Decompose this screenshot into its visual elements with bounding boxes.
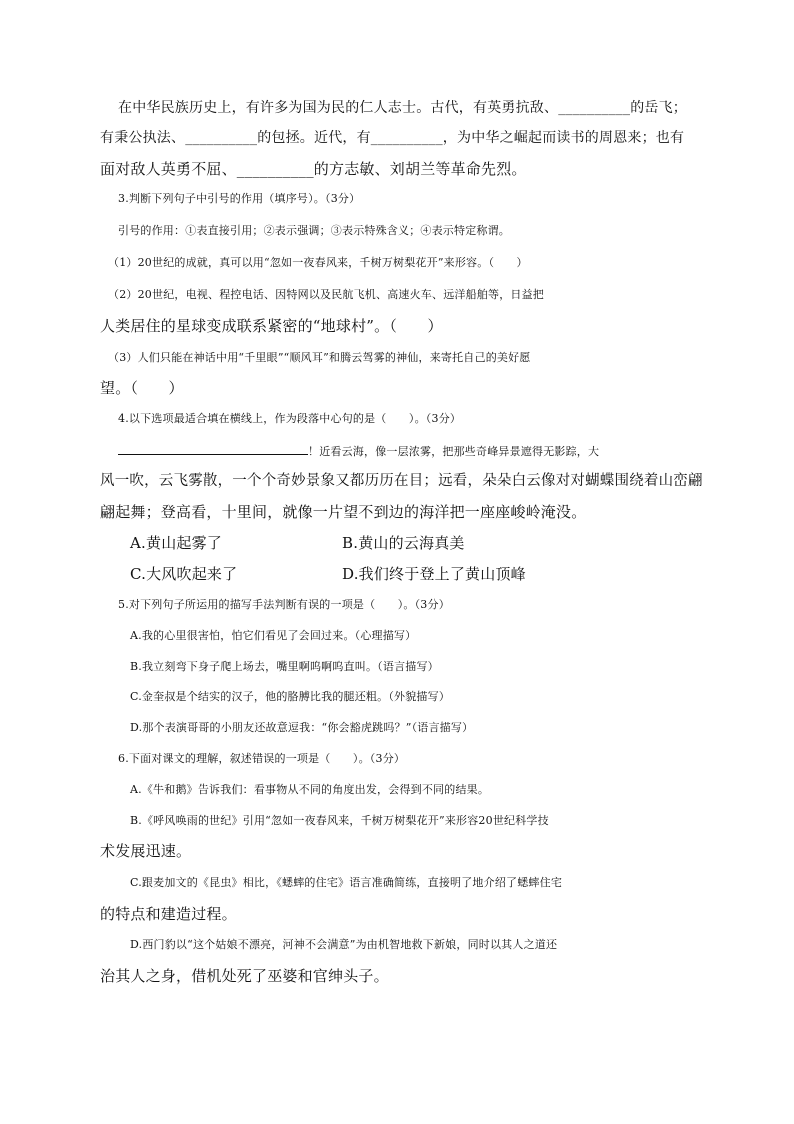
q3-title: 3.判断下列句子中引号的作用（填序号）。（3分）: [118, 192, 361, 205]
q6-option-d-line-1: D.西门豹以“这个姑娘不漂亮，河神不会满意”为由机智地救下新娘，同时以其人之道还: [130, 938, 558, 951]
q4-option-a: A.黄山起雾了: [130, 534, 223, 552]
q3-item-3-line-2: 望。（ ）: [100, 379, 184, 397]
q5-option-d: D.那个表演哥哥的小朋友还故意逗我：“你会豁虎跳吗？”（语言描写）: [130, 721, 474, 734]
intro-line-3: 面对敌人英勇不屈、__________的方志敏、刘胡兰等革命先烈。: [100, 160, 527, 178]
q3-item-3-line-1: （3）人们只能在神话中用“千里眼”“顺风耳”和腾云驾雾的神仙，来寄托自己的美好愿: [108, 351, 531, 364]
intro-line-1: 在中华民族历史上，有许多为国为民的仁人志士。古代，有英勇抗敌、__________的岳飞；: [118, 100, 687, 116]
q4-answer-blank[interactable]: [118, 440, 308, 455]
q6-option-a: A.《牛和鹅》告诉我们：看事物从不同的角度出发，会得到不同的结果。: [130, 783, 490, 796]
q3-item-2-line-2: 人类居住的星球变成联系紧密的“地球村”。（ ）: [100, 317, 443, 335]
q3-legend: 引号的作用：①表直接引用；②表示强调；③表示特殊含义；④表示特定称谓。: [118, 224, 510, 237]
q4-title: 4.以下选项最适合填在横线上，作为段落中心句的是（ ）。（3分）: [118, 412, 462, 425]
q5-option-b: B.我立刻弯下身子爬上场去，嘴里啊呜啊呜直叫。（语言描写）: [130, 660, 439, 673]
q6-option-b-line-1: B.《呼风唤雨的世纪》引用“忽如一夜春风来，千树万树梨花开”来形容20世纪科学技: [130, 814, 549, 827]
q4-option-c: C.大风吹起来了: [130, 565, 238, 583]
q6-option-c-line-2: 的特点和建造过程。: [100, 905, 237, 923]
intro-line-2: 有秉公执法、__________的包拯。近代，有__________，为中华之崛起而读书的周恩来；也有: [100, 130, 685, 146]
q4-para-line-3: 翩起舞；登高看，十里间，就像一片望不到边的海洋把一座座峻岭淹没。: [100, 503, 587, 521]
q6-option-c-line-1: C.跟麦加文的《昆虫》相比，《蟋蟀的住宅》语言准确简练，直接明了地介绍了蟋蟀住宅: [130, 876, 563, 889]
q4-option-b: B.黄山的云海真美: [342, 534, 465, 552]
q4-para-line-2: 风一吹，云飞雾散，一个个奇妙景象又都历历在目；远看，朵朵白云像对对蝴蝶围绕着山峦翩: [100, 473, 703, 489]
q3-item-1: （1）20世纪的成就，真可以用“忽如一夜春风来，千树万树梨花开”来形容。（ ）: [108, 256, 528, 269]
q5-option-a: A.我的心里很害怕，怕它们看见了会回过来。（心理描写）: [130, 629, 417, 642]
q5-title: 5.对下列句子所运用的描写手法判断有误的一项是（ ）。（3分）: [118, 598, 450, 611]
q6-option-b-line-2: 术发展迅速。: [100, 842, 192, 860]
q4-option-d: D.我们终于登上了黄山顶峰: [342, 565, 526, 583]
q6-option-d-line-2: 治其人之身，借机处死了巫婆和官绅头子。: [100, 967, 389, 985]
q6-title: 6.下面对课文的理解，叙述错误的一项是（ ）。（3分）: [118, 752, 406, 765]
q3-item-2-line-1: （2）20世纪，电视、程控电话、因特网以及民航飞机、高速火车、远洋船舶等，日益把: [108, 288, 544, 301]
q5-option-c: C.金奎叔是个结实的汉子，他的胳膊比我的腿还粗。（外貌描写）: [130, 690, 451, 703]
q4-para-line-1: [118, 440, 718, 462]
q4-para-line-1-text: ！近看云海，像一层浓雾，把那些奇峰异景遮得无影踪，大: [308, 445, 600, 458]
